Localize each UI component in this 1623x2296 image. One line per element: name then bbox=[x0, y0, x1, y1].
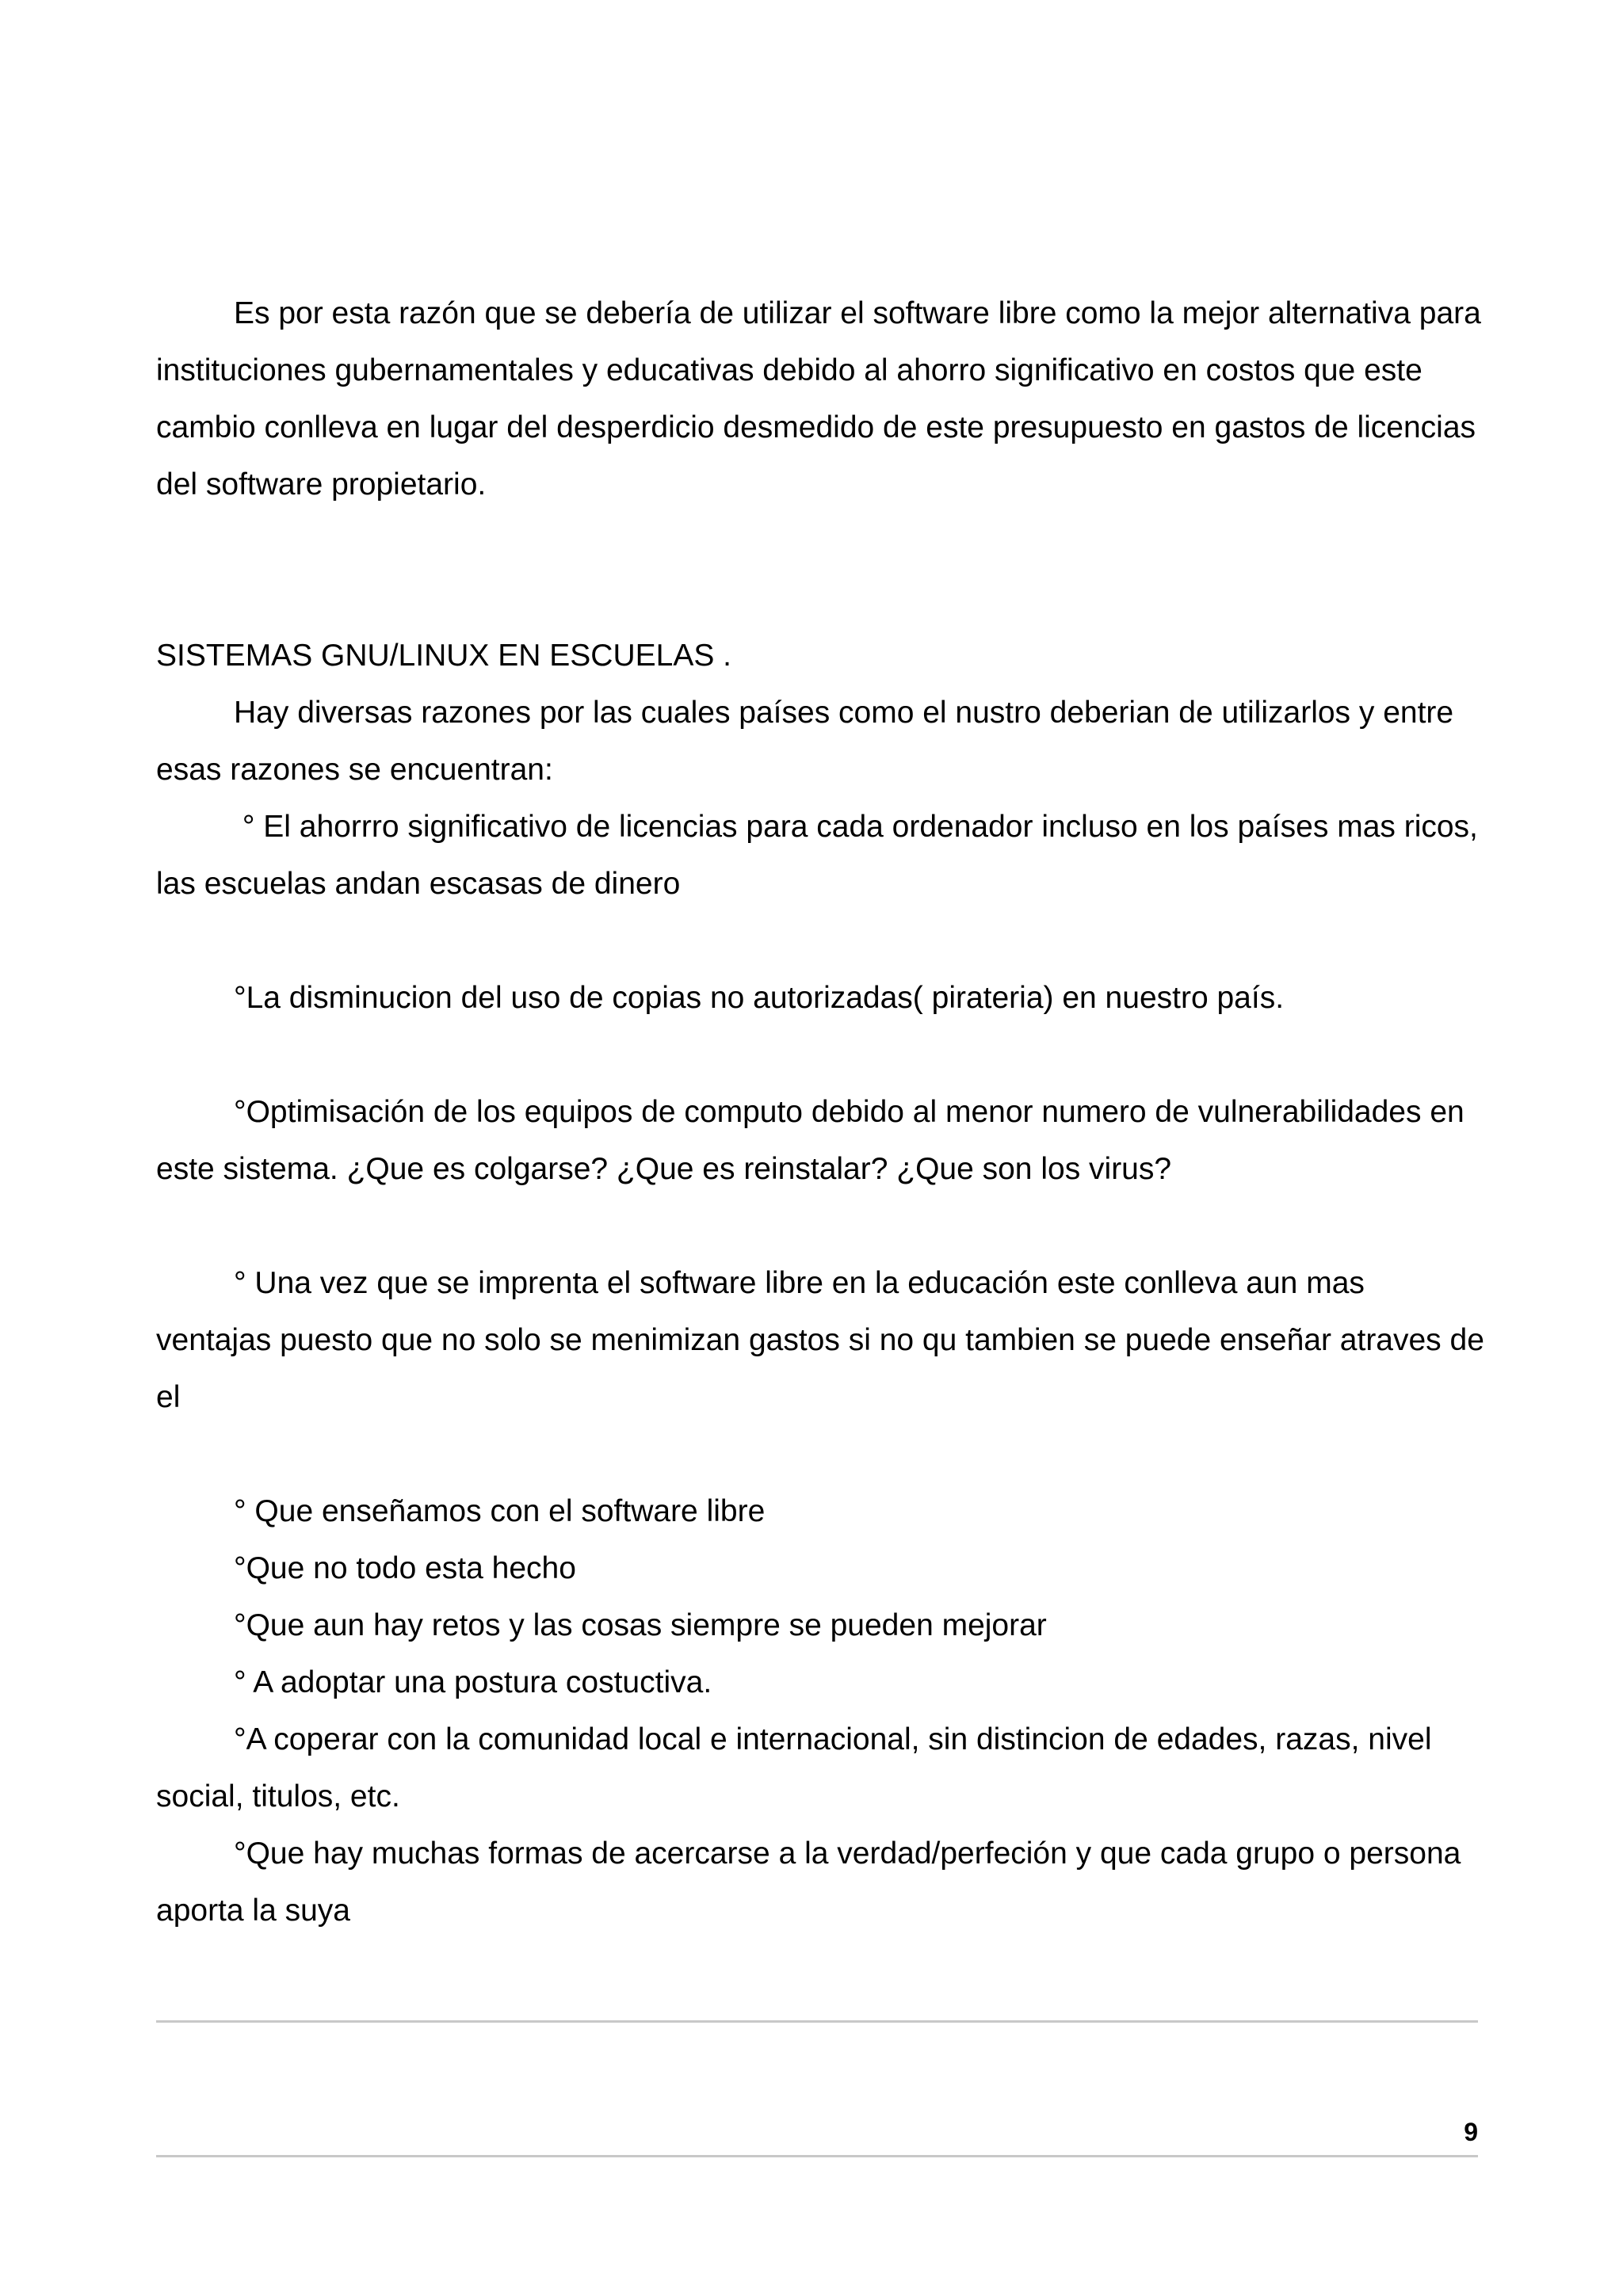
section-heading: SISTEMAS GNU/LINUX EN ESCUELAS . bbox=[156, 639, 732, 673]
intro-paragraph: Es por esta razón que se debería de utilizar el software libre como la mejor alternativa para instituciones gubernamentales y educativas debido al ahorro significativo en costos que este cambio conlleva en lugar del desperdicio desmedido de este presupuesto en gastos de licencias del software propietario. bbox=[156, 296, 1481, 502]
teach-item-6: °Que hay muchas formas de acercarse a la verdad/perfeción y que cada grupo o persona aporta la suya bbox=[156, 1836, 1461, 1928]
reasons-intro-paragraph: Hay diversas razones por las cuales países como el nustro deberian de utilizarlos y entre esas razones se encuentran: bbox=[156, 696, 1454, 787]
reason-item-2: °La disminucion del uso de copias no autorizadas( pirateria) en nuestro país. bbox=[234, 981, 1285, 1015]
page-body bbox=[156, 285, 1487, 1939]
teach-item-3: °Que aun hay retos y las cosas siempre se pueden mejorar bbox=[234, 1608, 1047, 1642]
teach-item-4: ° A adoptar una postura costuctiva. bbox=[234, 1665, 712, 1699]
spacer bbox=[156, 513, 1487, 627]
teach-item-2: °Que no todo esta hecho bbox=[234, 1551, 576, 1585]
footer-bottom-rule bbox=[156, 2155, 1478, 2157]
teach-item-5: °A coperar con la comunidad local e internacional, sin distincion de edades, razas, nivel social, titulos, etc. bbox=[156, 1722, 1432, 1814]
spacer bbox=[156, 913, 1487, 970]
reason-item-3: °Optimisación de los equipos de computo debido al menor numero de vulnerabilidades en este sistema. ¿Que es colgarse? ¿Que es reinstalar? ¿Que son los virus? bbox=[156, 1095, 1465, 1186]
reason-item-4: ° Una vez que se imprenta el software libre en la educación este conlleva aun mas ventajas puesto que no solo se menimizan gastos si no qu tambien se puede enseñar atraves de el bbox=[156, 1266, 1484, 1414]
page-number: 9 bbox=[1464, 2118, 1478, 2146]
reason-item-1: ° El ahorrro significativo de licencias para cada ordenador incluso en los países mas ricos, las escuelas andan escasas de dinero bbox=[156, 810, 1487, 901]
footer-top-rule bbox=[156, 2020, 1478, 2023]
spacer bbox=[156, 1027, 1487, 1084]
spacer bbox=[156, 1426, 1487, 1483]
teach-item-1: ° Que enseñamos con el software libre bbox=[234, 1494, 766, 1528]
spacer bbox=[156, 1198, 1487, 1255]
